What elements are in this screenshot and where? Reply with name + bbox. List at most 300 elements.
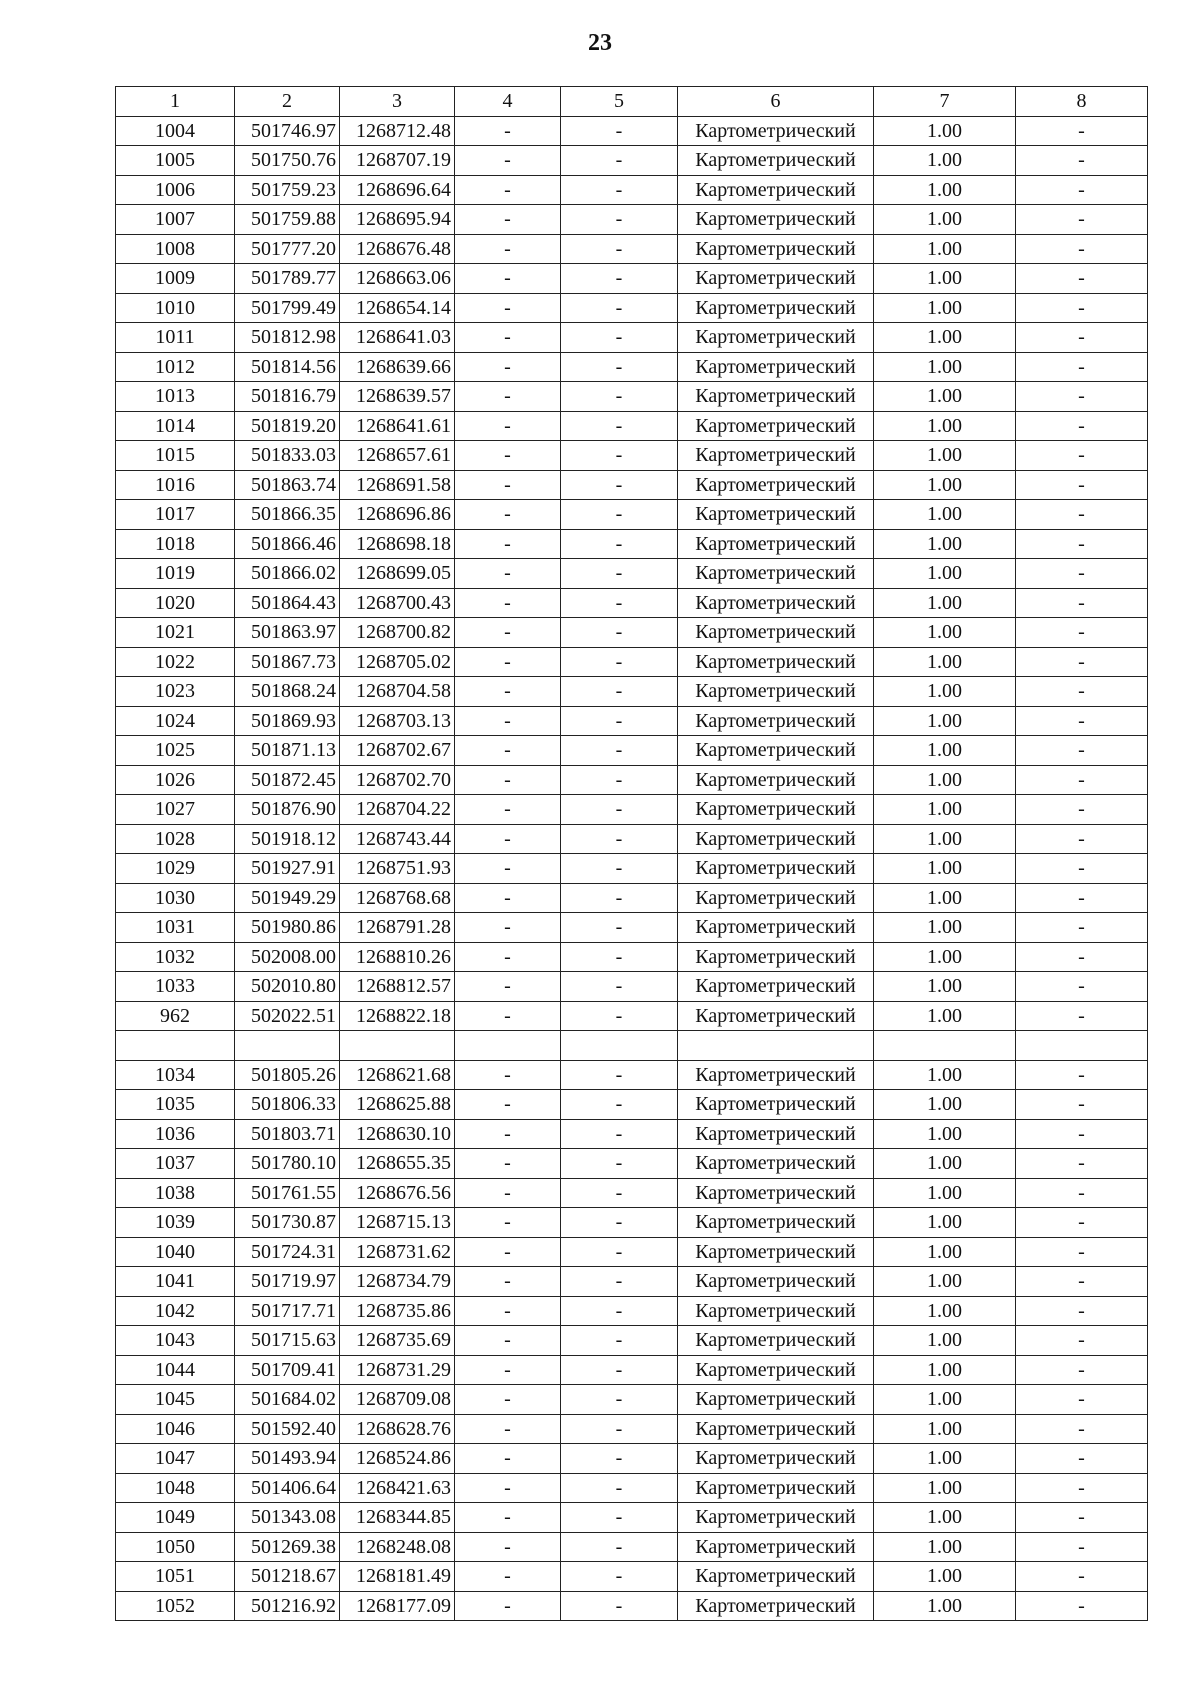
cell-method: Картометрический: [678, 854, 874, 884]
cell-precision: [874, 1031, 1016, 1061]
cell-col-5: -: [561, 883, 678, 913]
cell-method: Картометрический: [678, 1532, 874, 1562]
cell-coord-y: 1268663.06: [340, 264, 455, 294]
cell-coord-x: 501216.92: [235, 1591, 340, 1621]
cell-col-4: -: [455, 411, 561, 441]
cell-col-8: -: [1016, 146, 1148, 176]
cell-point-number: 1027: [116, 795, 235, 825]
cell-precision: 1.00: [874, 1001, 1016, 1031]
cell-col-5: -: [561, 1090, 678, 1120]
cell-col-5: -: [561, 1001, 678, 1031]
cell-coord-y: 1268696.86: [340, 500, 455, 530]
cell-precision: 1.00: [874, 972, 1016, 1002]
cell-method: Картометрический: [678, 1562, 874, 1592]
cell-coord-y: 1268705.02: [340, 647, 455, 677]
cell-col-4: -: [455, 1385, 561, 1415]
cell-method: Картометрический: [678, 588, 874, 618]
cell-col-8: -: [1016, 382, 1148, 412]
cell-precision: 1.00: [874, 264, 1016, 294]
table-row: [116, 1060, 1148, 1090]
cell-coord-x: 501868.24: [235, 677, 340, 707]
cell-coord-y: [340, 1031, 455, 1061]
cell-coord-y: 1268709.08: [340, 1385, 455, 1415]
cell-coord-x: 501812.98: [235, 323, 340, 353]
cell-col-8: -: [1016, 234, 1148, 264]
cell-col-4: -: [455, 972, 561, 1002]
cell-col-5: -: [561, 1326, 678, 1356]
table-row: [116, 116, 1148, 146]
cell-col-4: -: [455, 854, 561, 884]
cell-col-4: -: [455, 618, 561, 648]
cell-col-5: -: [561, 529, 678, 559]
cell-precision: 1.00: [874, 382, 1016, 412]
cell-coord-x: 501717.71: [235, 1296, 340, 1326]
cell-col-4: -: [455, 264, 561, 294]
cell-point-number: 1008: [116, 234, 235, 264]
cell-method: Картометрический: [678, 146, 874, 176]
cell-precision: 1.00: [874, 352, 1016, 382]
cell-coord-x: 501980.86: [235, 913, 340, 943]
table-row: [116, 1326, 1148, 1356]
cell-col-8: -: [1016, 323, 1148, 353]
cell-coord-y: 1268702.70: [340, 765, 455, 795]
table-row: [116, 146, 1148, 176]
cell-precision: 1.00: [874, 1208, 1016, 1238]
cell-col-8: -: [1016, 1060, 1148, 1090]
cell-method: Картометрический: [678, 1001, 874, 1031]
cell-precision: 1.00: [874, 1473, 1016, 1503]
cell-col-5: -: [561, 1296, 678, 1326]
cell-method: Картометрический: [678, 411, 874, 441]
cell-point-number: 1031: [116, 913, 235, 943]
cell-col-4: -: [455, 441, 561, 471]
cell-method: [678, 1031, 874, 1061]
cell-coord-x: 501803.71: [235, 1119, 340, 1149]
cell-precision: 1.00: [874, 1444, 1016, 1474]
cell-col-8: -: [1016, 205, 1148, 235]
cell-col-5: -: [561, 146, 678, 176]
column-header: 6: [678, 87, 874, 117]
cell-precision: 1.00: [874, 1385, 1016, 1415]
cell-col-4: -: [455, 205, 561, 235]
cell-coord-x: 501876.90: [235, 795, 340, 825]
cell-coord-y: 1268698.18: [340, 529, 455, 559]
table-row: [116, 293, 1148, 323]
cell-point-number: 1035: [116, 1090, 235, 1120]
cell-col-8: -: [1016, 706, 1148, 736]
cell-col-5: -: [561, 1208, 678, 1238]
cell-col-8: -: [1016, 352, 1148, 382]
cell-coord-x: 501780.10: [235, 1149, 340, 1179]
cell-coord-y: 1268655.35: [340, 1149, 455, 1179]
cell-point-number: 1045: [116, 1385, 235, 1415]
cell-method: Картометрический: [678, 382, 874, 412]
cell-point-number: 1012: [116, 352, 235, 382]
cell-precision: 1.00: [874, 1119, 1016, 1149]
cell-col-8: -: [1016, 293, 1148, 323]
cell-precision: 1.00: [874, 1355, 1016, 1385]
cell-point-number: 1011: [116, 323, 235, 353]
cell-col-8: -: [1016, 264, 1148, 294]
cell-col-5: -: [561, 411, 678, 441]
cell-precision: 1.00: [874, 1296, 1016, 1326]
cell-coord-y: 1268654.14: [340, 293, 455, 323]
table-row: [116, 883, 1148, 913]
cell-col-4: -: [455, 1208, 561, 1238]
cell-point-number: 1042: [116, 1296, 235, 1326]
cell-coord-x: 501269.38: [235, 1532, 340, 1562]
cell-coord-x: 501493.94: [235, 1444, 340, 1474]
cell-col-8: -: [1016, 500, 1148, 530]
cell-precision: 1.00: [874, 1562, 1016, 1592]
cell-method: Картометрический: [678, 500, 874, 530]
cell-col-5: -: [561, 736, 678, 766]
cell-precision: 1.00: [874, 883, 1016, 913]
cell-point-number: 1041: [116, 1267, 235, 1297]
cell-col-5: -: [561, 706, 678, 736]
cell-col-5: -: [561, 116, 678, 146]
table-row: [116, 1149, 1148, 1179]
cell-precision: 1.00: [874, 470, 1016, 500]
cell-coord-y: 1268768.68: [340, 883, 455, 913]
table-row: [116, 588, 1148, 618]
cell-col-4: -: [455, 382, 561, 412]
cell-point-number: 1018: [116, 529, 235, 559]
cell-coord-x: 501949.29: [235, 883, 340, 913]
cell-method: Картометрический: [678, 264, 874, 294]
cell-coord-y: 1268810.26: [340, 942, 455, 972]
cell-precision: 1.00: [874, 529, 1016, 559]
cell-col-8: -: [1016, 1208, 1148, 1238]
header-row: [116, 87, 1148, 117]
table-row: [116, 765, 1148, 795]
cell-coord-y: 1268177.09: [340, 1591, 455, 1621]
cell-col-4: -: [455, 795, 561, 825]
column-header: 5: [561, 87, 678, 117]
cell-coord-y: 1268703.13: [340, 706, 455, 736]
table-row: [116, 1178, 1148, 1208]
cell-col-4: -: [455, 1444, 561, 1474]
cell-method: Картометрический: [678, 1208, 874, 1238]
cell-point-number: 1038: [116, 1178, 235, 1208]
column-header: 3: [340, 87, 455, 117]
cell-col-8: -: [1016, 765, 1148, 795]
table-row: [116, 824, 1148, 854]
cell-method: Картометрический: [678, 1355, 874, 1385]
cell-col-4: -: [455, 706, 561, 736]
cell-point-number: 1009: [116, 264, 235, 294]
cell-col-8: -: [1016, 1355, 1148, 1385]
page-number: 23: [588, 30, 612, 56]
cell-precision: 1.00: [874, 293, 1016, 323]
cell-method: Картометрический: [678, 942, 874, 972]
cell-coord-x: 501724.31: [235, 1237, 340, 1267]
cell-coord-x: 501866.35: [235, 500, 340, 530]
cell-method: Картометрический: [678, 441, 874, 471]
cell-col-8: -: [1016, 883, 1148, 913]
cell-coord-x: 501864.43: [235, 588, 340, 618]
cell-col-8: -: [1016, 1326, 1148, 1356]
cell-col-8: -: [1016, 736, 1148, 766]
table-row: [116, 1208, 1148, 1238]
cell-col-5: -: [561, 234, 678, 264]
cell-col-5: -: [561, 1119, 678, 1149]
cell-col-5: -: [561, 500, 678, 530]
cell-col-4: -: [455, 529, 561, 559]
cell-col-8: -: [1016, 647, 1148, 677]
cell-coord-x: 501799.49: [235, 293, 340, 323]
table-row: [116, 1296, 1148, 1326]
cell-coord-x: 501814.56: [235, 352, 340, 382]
cell-col-4: -: [455, 1503, 561, 1533]
cell-method: Картометрический: [678, 1149, 874, 1179]
cell-method: Картометрический: [678, 352, 874, 382]
table-row: [116, 1444, 1148, 1474]
cell-col-8: -: [1016, 175, 1148, 205]
table-row: [116, 559, 1148, 589]
cell-col-4: -: [455, 913, 561, 943]
table-row: [116, 647, 1148, 677]
cell-precision: 1.00: [874, 1237, 1016, 1267]
table-row: [116, 441, 1148, 471]
table-row: [116, 1031, 1148, 1061]
cell-coord-x: 501927.91: [235, 854, 340, 884]
cell-coord-x: 501592.40: [235, 1414, 340, 1444]
cell-col-5: -: [561, 264, 678, 294]
table-row: [116, 913, 1148, 943]
cell-method: Картометрический: [678, 765, 874, 795]
cell-precision: 1.00: [874, 1503, 1016, 1533]
cell-point-number: 1049: [116, 1503, 235, 1533]
cell-method: Картометрический: [678, 559, 874, 589]
cell-col-5: -: [561, 1237, 678, 1267]
cell-col-4: -: [455, 647, 561, 677]
cell-coord-y: 1268715.13: [340, 1208, 455, 1238]
cell-col-8: -: [1016, 588, 1148, 618]
cell-coord-y: 1268676.48: [340, 234, 455, 264]
cell-method: Картометрический: [678, 736, 874, 766]
table-row: [116, 470, 1148, 500]
cell-precision: 1.00: [874, 175, 1016, 205]
cell-precision: 1.00: [874, 441, 1016, 471]
table-row: [116, 854, 1148, 884]
cell-precision: 1.00: [874, 824, 1016, 854]
cell-col-8: -: [1016, 1090, 1148, 1120]
cell-point-number: 1040: [116, 1237, 235, 1267]
cell-coord-y: 1268734.79: [340, 1267, 455, 1297]
table-row: [116, 1355, 1148, 1385]
cell-coord-x: 501777.20: [235, 234, 340, 264]
cell-coord-y: 1268731.62: [340, 1237, 455, 1267]
table-row: [116, 1591, 1148, 1621]
cell-col-8: -: [1016, 972, 1148, 1002]
cell-precision: 1.00: [874, 205, 1016, 235]
cell-point-number: 1026: [116, 765, 235, 795]
cell-col-8: -: [1016, 1296, 1148, 1326]
cell-precision: 1.00: [874, 942, 1016, 972]
cell-coord-y: 1268712.48: [340, 116, 455, 146]
cell-coord-x: 501872.45: [235, 765, 340, 795]
cell-method: Картометрический: [678, 1326, 874, 1356]
cell-coord-y: 1268812.57: [340, 972, 455, 1002]
cell-col-8: -: [1016, 913, 1148, 943]
cell-col-5: -: [561, 588, 678, 618]
cell-coord-x: 502008.00: [235, 942, 340, 972]
cell-precision: 1.00: [874, 1149, 1016, 1179]
cell-point-number: 1019: [116, 559, 235, 589]
cell-col-5: [561, 1031, 678, 1061]
cell-col-8: -: [1016, 1562, 1148, 1592]
cell-col-8: -: [1016, 854, 1148, 884]
cell-col-4: -: [455, 1267, 561, 1297]
cell-coord-y: 1268628.76: [340, 1414, 455, 1444]
cell-col-8: -: [1016, 1385, 1148, 1415]
cell-precision: 1.00: [874, 146, 1016, 176]
cell-col-5: -: [561, 1532, 678, 1562]
table-row: [116, 205, 1148, 235]
cell-col-4: -: [455, 1237, 561, 1267]
table-row: [116, 972, 1148, 1002]
cell-method: Картометрический: [678, 293, 874, 323]
cell-precision: 1.00: [874, 588, 1016, 618]
table-row: [116, 618, 1148, 648]
cell-col-8: -: [1016, 1119, 1148, 1149]
cell-coord-y: 1268676.56: [340, 1178, 455, 1208]
table-row: [116, 1001, 1148, 1031]
cell-col-5: -: [561, 559, 678, 589]
cell-point-number: 1048: [116, 1473, 235, 1503]
cell-coord-y: 1268735.86: [340, 1296, 455, 1326]
cell-point-number: 1023: [116, 677, 235, 707]
cell-col-4: -: [455, 824, 561, 854]
cell-coord-x: 501218.67: [235, 1562, 340, 1592]
cell-method: Картометрический: [678, 323, 874, 353]
table-row: [116, 500, 1148, 530]
cell-method: Картометрический: [678, 1060, 874, 1090]
cell-precision: 1.00: [874, 411, 1016, 441]
cell-col-8: -: [1016, 1414, 1148, 1444]
column-header: 8: [1016, 87, 1148, 117]
cell-method: Картометрический: [678, 116, 874, 146]
table-row: [116, 677, 1148, 707]
cell-col-8: [1016, 1031, 1148, 1061]
cell-col-4: -: [455, 1414, 561, 1444]
cell-coord-y: 1268704.22: [340, 795, 455, 825]
cell-point-number: 1010: [116, 293, 235, 323]
cell-coord-x: 501709.41: [235, 1355, 340, 1385]
cell-precision: 1.00: [874, 234, 1016, 264]
table-row: [116, 529, 1148, 559]
cell-col-5: -: [561, 1149, 678, 1179]
cell-point-number: 1021: [116, 618, 235, 648]
cell-method: Картометрический: [678, 706, 874, 736]
cell-coord-y: 1268639.57: [340, 382, 455, 412]
cell-precision: 1.00: [874, 559, 1016, 589]
cell-coord-y: 1268524.86: [340, 1444, 455, 1474]
cell-method: Картометрический: [678, 795, 874, 825]
table-row: [116, 1385, 1148, 1415]
cell-point-number: 1050: [116, 1532, 235, 1562]
cell-col-4: -: [455, 1591, 561, 1621]
cell-col-8: -: [1016, 1503, 1148, 1533]
cell-precision: 1.00: [874, 1267, 1016, 1297]
cell-coord-x: 501715.63: [235, 1326, 340, 1356]
cell-col-5: -: [561, 1562, 678, 1592]
cell-precision: 1.00: [874, 795, 1016, 825]
cell-point-number: 1029: [116, 854, 235, 884]
cell-col-4: -: [455, 883, 561, 913]
cell-precision: 1.00: [874, 323, 1016, 353]
cell-col-8: -: [1016, 1473, 1148, 1503]
cell-point-number: 1013: [116, 382, 235, 412]
cell-method: Картометрический: [678, 913, 874, 943]
cell-method: Картометрический: [678, 1503, 874, 1533]
table-row: [116, 706, 1148, 736]
cell-point-number: 1015: [116, 441, 235, 471]
cell-coord-y: 1268731.29: [340, 1355, 455, 1385]
cell-coord-y: 1268641.03: [340, 323, 455, 353]
cell-col-8: -: [1016, 824, 1148, 854]
cell-coord-y: 1268657.61: [340, 441, 455, 471]
cell-col-4: -: [455, 1090, 561, 1120]
cell-coord-x: 501871.13: [235, 736, 340, 766]
table-row: [116, 264, 1148, 294]
cell-col-5: -: [561, 1414, 678, 1444]
cell-method: Картометрический: [678, 883, 874, 913]
cell-col-5: -: [561, 470, 678, 500]
cell-col-8: -: [1016, 942, 1148, 972]
cell-method: Картометрический: [678, 618, 874, 648]
cell-col-5: -: [561, 1060, 678, 1090]
cell-coord-x: 501759.23: [235, 175, 340, 205]
cell-col-5: -: [561, 205, 678, 235]
cell-col-4: -: [455, 1532, 561, 1562]
cell-col-4: -: [455, 470, 561, 500]
cell-point-number: 1032: [116, 942, 235, 972]
table-row: [116, 1532, 1148, 1562]
table-row: [116, 352, 1148, 382]
cell-coord-y: 1268700.43: [340, 588, 455, 618]
cell-col-4: -: [455, 588, 561, 618]
table-row: [116, 1267, 1148, 1297]
cell-col-5: -: [561, 323, 678, 353]
cell-precision: 1.00: [874, 647, 1016, 677]
cell-coord-y: 1268695.94: [340, 205, 455, 235]
cell-col-4: -: [455, 559, 561, 589]
table-row: [116, 1237, 1148, 1267]
table-row: [116, 175, 1148, 205]
cell-col-4: -: [455, 1001, 561, 1031]
cell-col-4: -: [455, 1473, 561, 1503]
cell-col-4: -: [455, 116, 561, 146]
cell-coord-x: 501918.12: [235, 824, 340, 854]
cell-col-8: -: [1016, 470, 1148, 500]
cell-col-4: -: [455, 234, 561, 264]
cell-point-number: 1024: [116, 706, 235, 736]
cell-method: Картометрический: [678, 470, 874, 500]
cell-method: Картометрический: [678, 1591, 874, 1621]
cell-col-4: -: [455, 1562, 561, 1592]
column-header: 4: [455, 87, 561, 117]
cell-point-number: [116, 1031, 235, 1061]
cell-point-number: 1044: [116, 1355, 235, 1385]
cell-precision: 1.00: [874, 1532, 1016, 1562]
cell-precision: 1.00: [874, 1090, 1016, 1120]
cell-col-8: -: [1016, 1001, 1148, 1031]
cell-coord-y: 1268707.19: [340, 146, 455, 176]
cell-point-number: 1039: [116, 1208, 235, 1238]
cell-col-5: -: [561, 441, 678, 471]
